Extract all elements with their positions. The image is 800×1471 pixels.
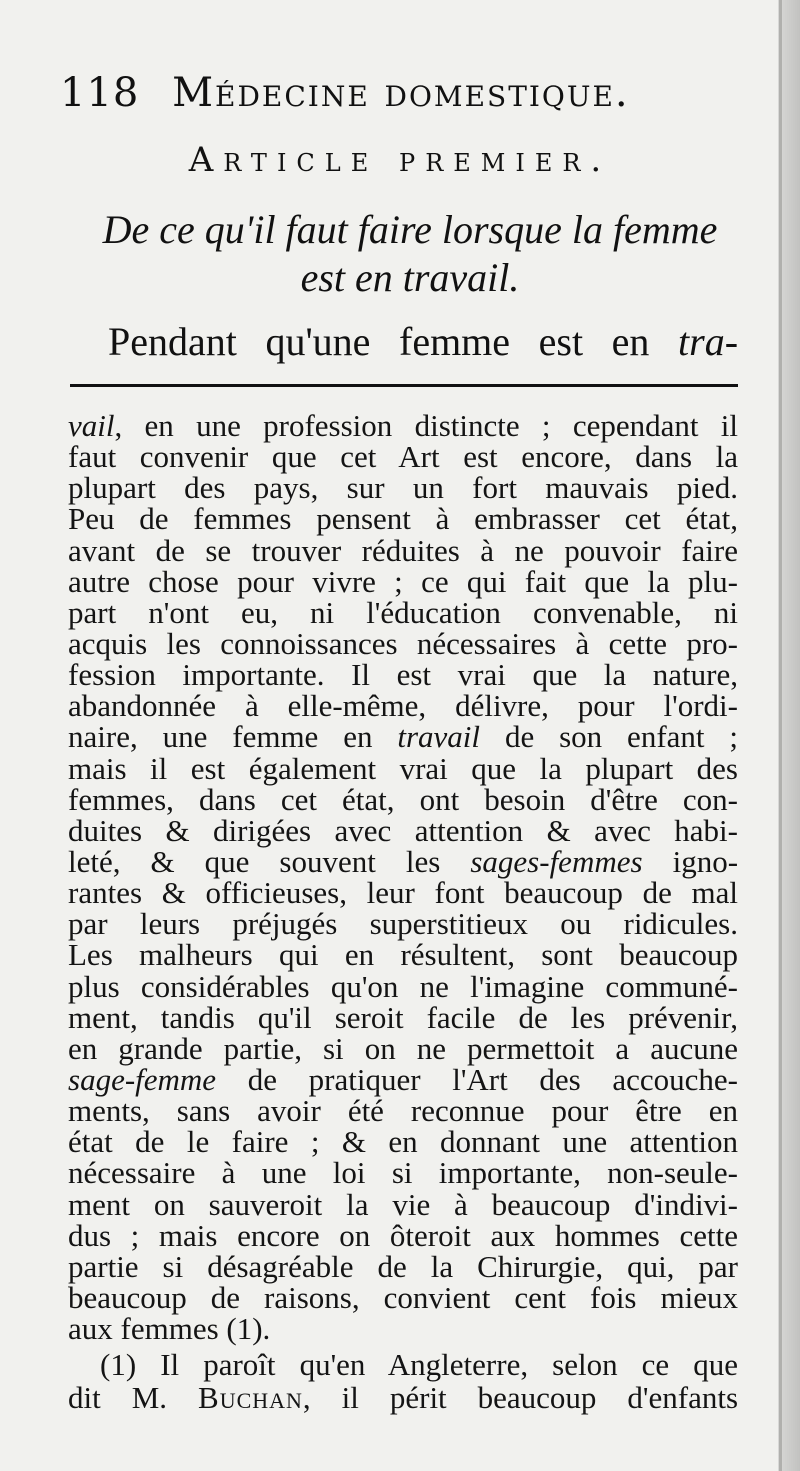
section-heading-line-2: est en travail. bbox=[300, 255, 520, 300]
italic-word: sages-femmes bbox=[470, 843, 643, 879]
body-line: autre chose pour vivre ; ce qui fait que la plu- bbox=[68, 563, 738, 599]
body-line bbox=[68, 410, 738, 441]
opening-line bbox=[108, 318, 738, 365]
article-title: Article premier. bbox=[188, 140, 612, 180]
footnote-line: (1) Il paroît qu'en Angleterre, selon ce que bbox=[100, 1347, 738, 1382]
body-line: fession importante. Il est vrai que la nature, bbox=[68, 657, 738, 693]
body-line: par leurs préjugés superstitieux ou ridicules. bbox=[68, 906, 738, 942]
section-heading-line-1: De ce qu'il faut faire lorsque la femme bbox=[102, 207, 718, 252]
section-heading bbox=[80, 206, 740, 302]
body-line: plupart des pays, sur un fort mauvais pied. bbox=[68, 470, 738, 506]
line-text: igno- bbox=[672, 843, 739, 879]
body-line: ment, tandis qu'il seroit facile de les prévenir, bbox=[68, 999, 738, 1035]
body-line: dus ; mais encore on ôteroit aux hommes cette bbox=[68, 1217, 738, 1253]
opening-italic-tail: tra- bbox=[678, 319, 739, 364]
body-line: ment on sauveroit la vie à beaucoup d'indivi- bbox=[68, 1186, 738, 1222]
body-line: partie si désagréable de la Chirurgie, qui, par bbox=[68, 1248, 738, 1284]
line-text: , en une profession distincte ; cependant il bbox=[114, 408, 738, 443]
body-line: beaucoup de raisons, convient cent fois mieux bbox=[68, 1279, 738, 1315]
line-text: , il périt beaucoup d'enfants bbox=[302, 1380, 739, 1415]
page-number: 118 bbox=[60, 70, 140, 116]
opening-text: Pendant qu'une femme est en bbox=[108, 319, 650, 364]
body-line: en grande partie, si on ne permettoit a aucune bbox=[68, 1030, 738, 1066]
line-text: leté, & que souvent les bbox=[68, 843, 441, 879]
body-line: plus considérables qu'on ne l'imagine communé- bbox=[68, 968, 738, 1004]
italic-word: sage-femme bbox=[68, 1061, 217, 1097]
gutter-shadow bbox=[779, 0, 782, 1471]
body-line: duites & dirigées avec attention & avec habi- bbox=[68, 812, 738, 848]
body-line: acquis les connoissances nécessaires à cette pro- bbox=[68, 625, 738, 661]
italic-word: vail bbox=[68, 408, 115, 443]
body-line: abandonnée à elle-même, délivre, pour l'ordi- bbox=[68, 688, 738, 724]
body-paragraph bbox=[68, 408, 739, 1347]
body-line: rantes & officieuses, leur font beaucoup de mal bbox=[68, 875, 738, 911]
body-line: état de le faire ; & en donnant une attention bbox=[68, 1124, 738, 1160]
footnote-line bbox=[68, 1381, 738, 1414]
body-line: mais il est également vrai que la plupart des bbox=[68, 750, 738, 786]
italic-word: travail bbox=[397, 719, 481, 755]
body-line bbox=[68, 719, 739, 755]
body-line: ments, sans avoir été reconnue pour être en bbox=[68, 1093, 738, 1129]
running-header bbox=[60, 70, 760, 120]
line-text: naire, une femme en bbox=[68, 719, 373, 755]
horizontal-rule bbox=[70, 384, 738, 387]
line-text: dit M. bbox=[68, 1380, 168, 1415]
footnote bbox=[68, 1348, 738, 1414]
author-name: Buchan bbox=[198, 1380, 303, 1415]
line-text: de son enfant ; bbox=[504, 719, 739, 755]
body-line: Les malheurs qui en résultent, sont beaucoup bbox=[68, 937, 738, 973]
body-line: femmes, dans cet état, ont besoin d'être con- bbox=[68, 781, 738, 817]
body-line: part n'ont eu, ni l'éducation convenable, ni bbox=[68, 594, 738, 630]
body-line bbox=[68, 843, 739, 879]
body-line: aux femmes (1). bbox=[68, 1311, 271, 1347]
body-line: avant de se trouver réduites à ne pouvoir faire bbox=[68, 532, 738, 568]
body-line: Peu de femmes pensent à embrasser cet état, bbox=[68, 501, 738, 537]
body-line bbox=[68, 1061, 738, 1097]
line-text: de pratiquer l'Art des accouche- bbox=[247, 1061, 738, 1097]
body-line: nécessaire à une loi si importante, non-seule- bbox=[68, 1155, 738, 1191]
body-line: faut convenir que cet Art est encore, dans la bbox=[68, 439, 738, 475]
running-head-title: Médecine domestique. bbox=[172, 70, 630, 116]
